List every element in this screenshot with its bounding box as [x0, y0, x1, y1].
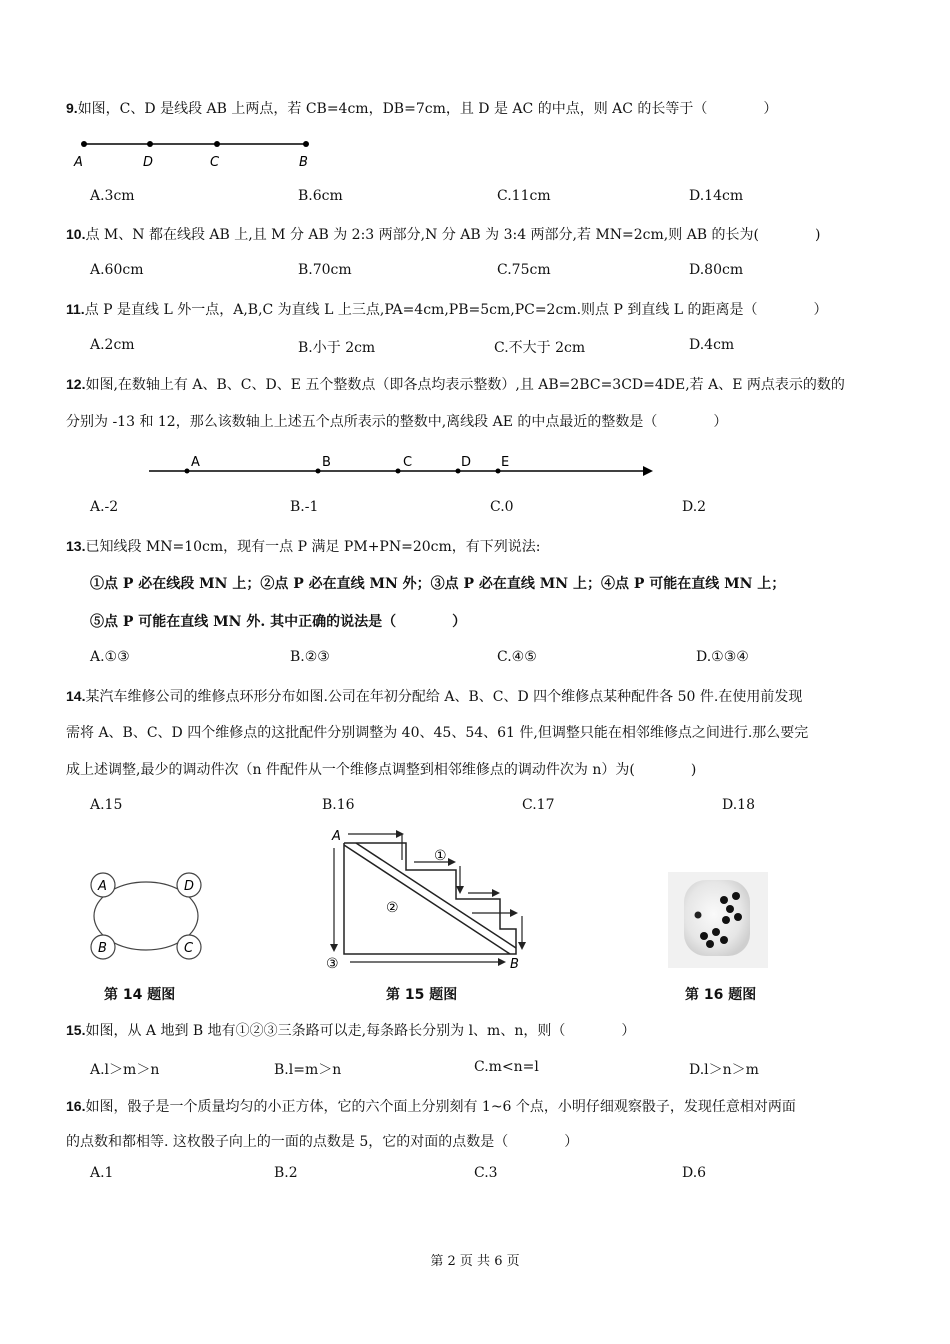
node-d: D — [184, 879, 195, 894]
question-16 — [66, 1096, 896, 1117]
option-d[interactable]: D.2 — [682, 499, 707, 515]
question-number: 11. — [66, 301, 85, 317]
question-text-line1: 如图，骰子是一个质量均匀的小正方体，它的六个面上分别刻有 1~6 个点，小明仔细观察骰子，发现任意相对两面 — [85, 1099, 796, 1115]
node-b: B — [98, 941, 107, 956]
option-a[interactable]: A.l＞m＞n — [90, 1062, 160, 1078]
question-14-line3: 成上述调整,最少的调动件次（n 件配件从一个维修点调整到相邻维修点的调动件次为 n）为( ) — [66, 762, 697, 778]
question-number: 15. — [66, 1022, 86, 1038]
route-1-label: ① — [434, 848, 447, 864]
question-number: 16. — [66, 1098, 86, 1114]
option-c[interactable]: C.75cm — [497, 262, 551, 278]
label-a: A — [191, 455, 200, 470]
question-number: 13. — [66, 538, 86, 554]
question-number: 10. — [66, 226, 86, 242]
question-14-line2: 需将 A、B、C、D 四个维修点的这批配件分别调整为 40、45、54、61 件,但调整只能在相邻维修点之间进行.那么要完 — [66, 725, 809, 741]
question-text: 点 M、N 都在线段 AB 上,且 M 分 AB 为 2:3 两部分,N 分 AB 为 3:4 两部分,若 MN=2cm,则 AB 的长为( ) — [85, 227, 821, 243]
option-a[interactable]: A.1 — [90, 1165, 114, 1181]
question-number: 12. — [66, 376, 86, 392]
question-number: 9. — [66, 100, 78, 116]
label-d: D — [461, 455, 472, 470]
option-b[interactable]: B.16 — [322, 797, 355, 813]
q12-number-line — [145, 452, 660, 482]
q14-options — [90, 797, 910, 817]
option-d[interactable]: D.18 — [722, 797, 755, 813]
question-14 — [66, 686, 896, 707]
point-a — [81, 141, 87, 147]
question-text: 如图，从 A 地到 B 地有①②③三条路可以走,每条路长分别为 l、m、n，则（ ） — [85, 1023, 636, 1039]
question-12-line2: 分别为 -13 和 12，那么该数轴上上述五个点所表示的整数中,离线段 AE 的中点最近的整数是（ ） — [66, 414, 728, 430]
q15-options — [90, 1059, 910, 1079]
label-c: C — [210, 155, 220, 170]
q10-options — [90, 262, 910, 282]
q9-options — [90, 188, 910, 208]
point-a — [185, 469, 190, 474]
option-a[interactable]: A.①③ — [90, 649, 130, 665]
label-c: C — [403, 455, 413, 470]
q16-die-figure — [668, 872, 768, 968]
point-b — [303, 141, 309, 147]
page-footer: 第 2 页 共 6 页 — [430, 1254, 520, 1269]
label-b: B — [510, 957, 519, 972]
option-c[interactable]: C.17 — [522, 797, 555, 813]
route-2-label: ② — [386, 900, 399, 916]
question-text-line1: 某汽车维修公司的维修点环形分布如图.公司在年初分配给 A、B、C、D 四个维修点某种配件各 50 件.在使用前发现 — [85, 689, 803, 705]
question-10 — [66, 224, 896, 245]
option-a[interactable]: A.60cm — [90, 262, 144, 278]
label-a: A — [332, 829, 341, 844]
point-c — [396, 469, 401, 474]
label-b: B — [322, 455, 331, 470]
q16-options — [90, 1165, 910, 1185]
q12-options — [90, 499, 910, 519]
q15-paths-figure — [320, 826, 540, 976]
option-d[interactable]: D.14cm — [689, 188, 744, 204]
option-b[interactable]: B.70cm — [298, 262, 352, 278]
option-b[interactable]: B.小于 2cm — [298, 340, 376, 356]
point-e — [496, 469, 501, 474]
q9-segment-figure — [70, 136, 330, 172]
label-a: A — [74, 155, 83, 170]
figure-14-caption: 第 14 题图 — [104, 987, 176, 1003]
option-a[interactable]: A.2cm — [90, 337, 135, 353]
route-3-label: ③ — [326, 956, 339, 972]
question-text: 点 P 是直线 L 外一点，A,B,C 为直线 L 上三点,PA=4cm,PB=5cm,PC=2cm.则点 P 到直线 L 的距离是（ ） — [84, 302, 828, 318]
label-b: B — [299, 155, 308, 170]
option-a[interactable]: A.3cm — [90, 188, 135, 204]
label-e: E — [501, 455, 510, 470]
option-a[interactable]: A.-2 — [90, 499, 119, 515]
question-text: 如图，C、D 是线段 AB 上两点，若 CB=4cm，DB=7cm，且 D 是 AC 的中点，则 AC 的长等于（ ） — [77, 101, 778, 117]
q13-options — [90, 649, 910, 669]
option-c[interactable]: C.0 — [490, 499, 514, 515]
option-d[interactable]: D.①③④ — [696, 649, 749, 665]
point-b — [316, 469, 321, 474]
option-b[interactable]: B.-1 — [290, 499, 319, 515]
point-c — [214, 141, 220, 147]
option-c[interactable]: C.不大于 2cm — [494, 340, 586, 356]
option-d[interactable]: D.l＞n＞m — [689, 1062, 759, 1078]
option-c[interactable]: C.④⑤ — [497, 649, 537, 665]
arrow-head — [643, 466, 653, 476]
question-13 — [66, 536, 896, 557]
option-a[interactable]: A.15 — [90, 797, 123, 813]
option-c[interactable]: C.11cm — [497, 188, 551, 204]
question-number: 14. — [66, 688, 86, 704]
node-c: C — [184, 941, 194, 956]
question-16-line2: 的点数和都相等. 这枚骰子向上的一面的点数是 5，它的对面的点数是（ ） — [66, 1134, 579, 1150]
question-12 — [66, 374, 896, 395]
question-15 — [66, 1020, 896, 1041]
point-d — [147, 141, 153, 147]
question-text-line1: 如图,在数轴上有 A、B、C、D、E 五个整数点（即各点均表示整数）,且 AB=2BC=3CD=4DE,若 A、E 两点表示的数的 — [85, 377, 845, 393]
q13-statements-line2: ⑤点 P 可能在直线 MN 外. 其中正确的说法是（ ） — [90, 614, 467, 630]
point-d — [456, 469, 461, 474]
figure-15-caption: 第 15 题图 — [386, 987, 458, 1003]
label-d: D — [143, 155, 154, 170]
option-d[interactable]: D.80cm — [689, 262, 744, 278]
q11-options — [90, 337, 910, 357]
question-11 — [66, 299, 896, 320]
option-b[interactable]: B.2 — [274, 1165, 298, 1181]
option-c[interactable]: C.3 — [474, 1165, 498, 1181]
option-b[interactable]: B.②③ — [290, 649, 330, 665]
node-a: A — [98, 879, 107, 894]
option-d[interactable]: D.6 — [682, 1165, 707, 1181]
figure-16-caption: 第 16 题图 — [685, 987, 757, 1003]
question-text: 已知线段 MN=10cm，现有一点 P 满足 PM+PN=20cm，有下列说法: — [85, 539, 541, 555]
q13-statements-line1: ①点 P 必在线段 MN 上；②点 P 必在直线 MN 外；③点 P 必在直线 MN 上；④点 P 可能在直线 MN 上； — [90, 576, 786, 592]
option-d[interactable]: D.4cm — [689, 337, 735, 353]
q14-ring-figure — [86, 870, 211, 970]
option-b[interactable]: B.6cm — [298, 188, 343, 204]
option-b[interactable]: B.l=m＞n — [274, 1062, 342, 1078]
question-9 — [66, 98, 896, 119]
option-c[interactable]: C.m<n=l — [474, 1059, 539, 1075]
